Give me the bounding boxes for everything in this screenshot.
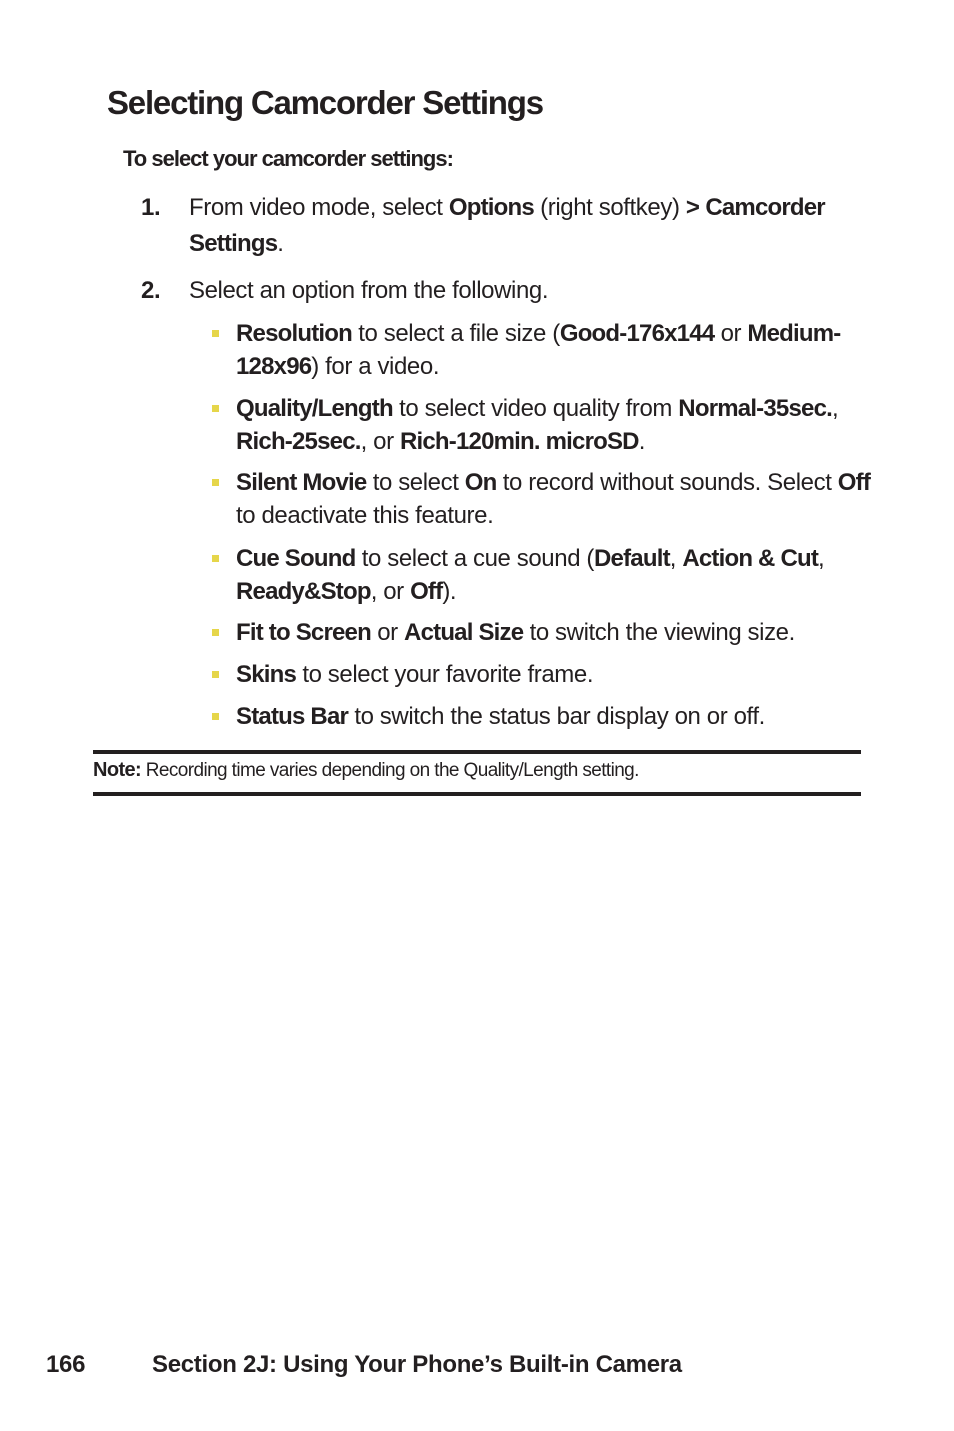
step-number: 2. xyxy=(141,277,161,304)
text-run: Select an option from the following. xyxy=(189,277,549,304)
text-run: Off xyxy=(837,469,871,496)
instructions-lead: To select your camcorder settings: xyxy=(123,146,453,171)
text-run: to select video quality from xyxy=(392,395,679,422)
text-run: Ready&Stop xyxy=(236,578,371,605)
text-run: to switch the viewing size. xyxy=(523,619,795,646)
option-text xyxy=(236,392,876,458)
menu-option-camcorder-settings: Camcorder Settings xyxy=(189,194,825,257)
text-run: From video mode, select xyxy=(189,194,449,221)
option-text xyxy=(236,542,876,608)
text-run: . xyxy=(638,428,645,455)
step-text xyxy=(189,190,849,262)
option-text xyxy=(236,616,876,649)
text-run: ) for a video. xyxy=(311,353,440,380)
menu-option-options: Options xyxy=(448,194,534,221)
text-run: , xyxy=(669,545,683,572)
square-bullet-icon xyxy=(212,555,219,562)
text-run: On xyxy=(464,469,497,496)
text-run: Cue Sound xyxy=(236,545,356,572)
text-run: to select your favorite frame. xyxy=(296,661,594,688)
text-run: to select a cue sound ( xyxy=(355,545,595,572)
text-run: Normal-35sec. xyxy=(678,395,832,422)
step-text xyxy=(189,273,849,309)
note-label: Note: xyxy=(93,759,142,781)
text-run: or xyxy=(714,320,748,347)
text-run: Silent Movie xyxy=(236,469,367,496)
text-run: to record without sounds. Select xyxy=(496,469,838,496)
square-bullet-icon xyxy=(212,330,219,337)
text-run: Skins xyxy=(236,661,297,688)
text-run: Good-176x144 xyxy=(559,320,715,347)
note-text: Recording time varies depending on the Quality/Length setting. xyxy=(145,760,639,781)
text-run: Default xyxy=(594,545,670,572)
text-run: (right softkey) xyxy=(533,194,686,221)
section-title: Section 2J: Using Your Phone’s Built-in Camera xyxy=(152,1351,682,1378)
note-top-rule xyxy=(93,750,861,754)
text-run: ). xyxy=(442,578,457,605)
page-title: Selecting Camcorder Settings xyxy=(107,84,543,121)
option-text xyxy=(236,700,876,733)
text-run: Action & Cut xyxy=(682,545,819,572)
text-run: to select a file size ( xyxy=(352,320,560,347)
text-run: to switch the status bar display on or off. xyxy=(348,703,765,730)
option-text xyxy=(236,466,876,532)
page-number: 166 xyxy=(46,1351,86,1378)
text-run: Medium-128x96 xyxy=(236,320,841,380)
text-run: Quality/Length xyxy=(236,395,393,422)
square-bullet-icon xyxy=(212,629,219,636)
text-run: . xyxy=(277,230,284,257)
option-text xyxy=(236,317,876,383)
text-run: Resolution xyxy=(236,320,352,347)
chevron-right-icon: > xyxy=(685,194,700,221)
step-number: 1. xyxy=(141,194,161,221)
option-text xyxy=(236,658,876,691)
text-run: Status Bar xyxy=(236,703,349,730)
note xyxy=(93,759,639,782)
text-run: Off xyxy=(410,578,443,605)
text-run: , xyxy=(831,395,839,422)
text-run: Rich-25sec. xyxy=(236,428,361,455)
text-run: to deactivate this feature. xyxy=(236,502,494,529)
text-run: , or xyxy=(360,428,400,455)
text-run: , xyxy=(818,545,825,572)
text-run: Fit to Screen xyxy=(236,619,371,646)
text-run: Actual Size xyxy=(404,619,524,646)
text-run: or xyxy=(370,619,405,646)
text-run: Rich-120min. microSD xyxy=(399,428,639,455)
square-bullet-icon xyxy=(212,671,219,678)
note-bottom-rule xyxy=(93,792,861,796)
square-bullet-icon xyxy=(212,479,219,486)
text-run: to select xyxy=(366,469,465,496)
square-bullet-icon xyxy=(212,405,219,412)
text-run: , or xyxy=(370,578,411,605)
square-bullet-icon xyxy=(212,713,219,720)
